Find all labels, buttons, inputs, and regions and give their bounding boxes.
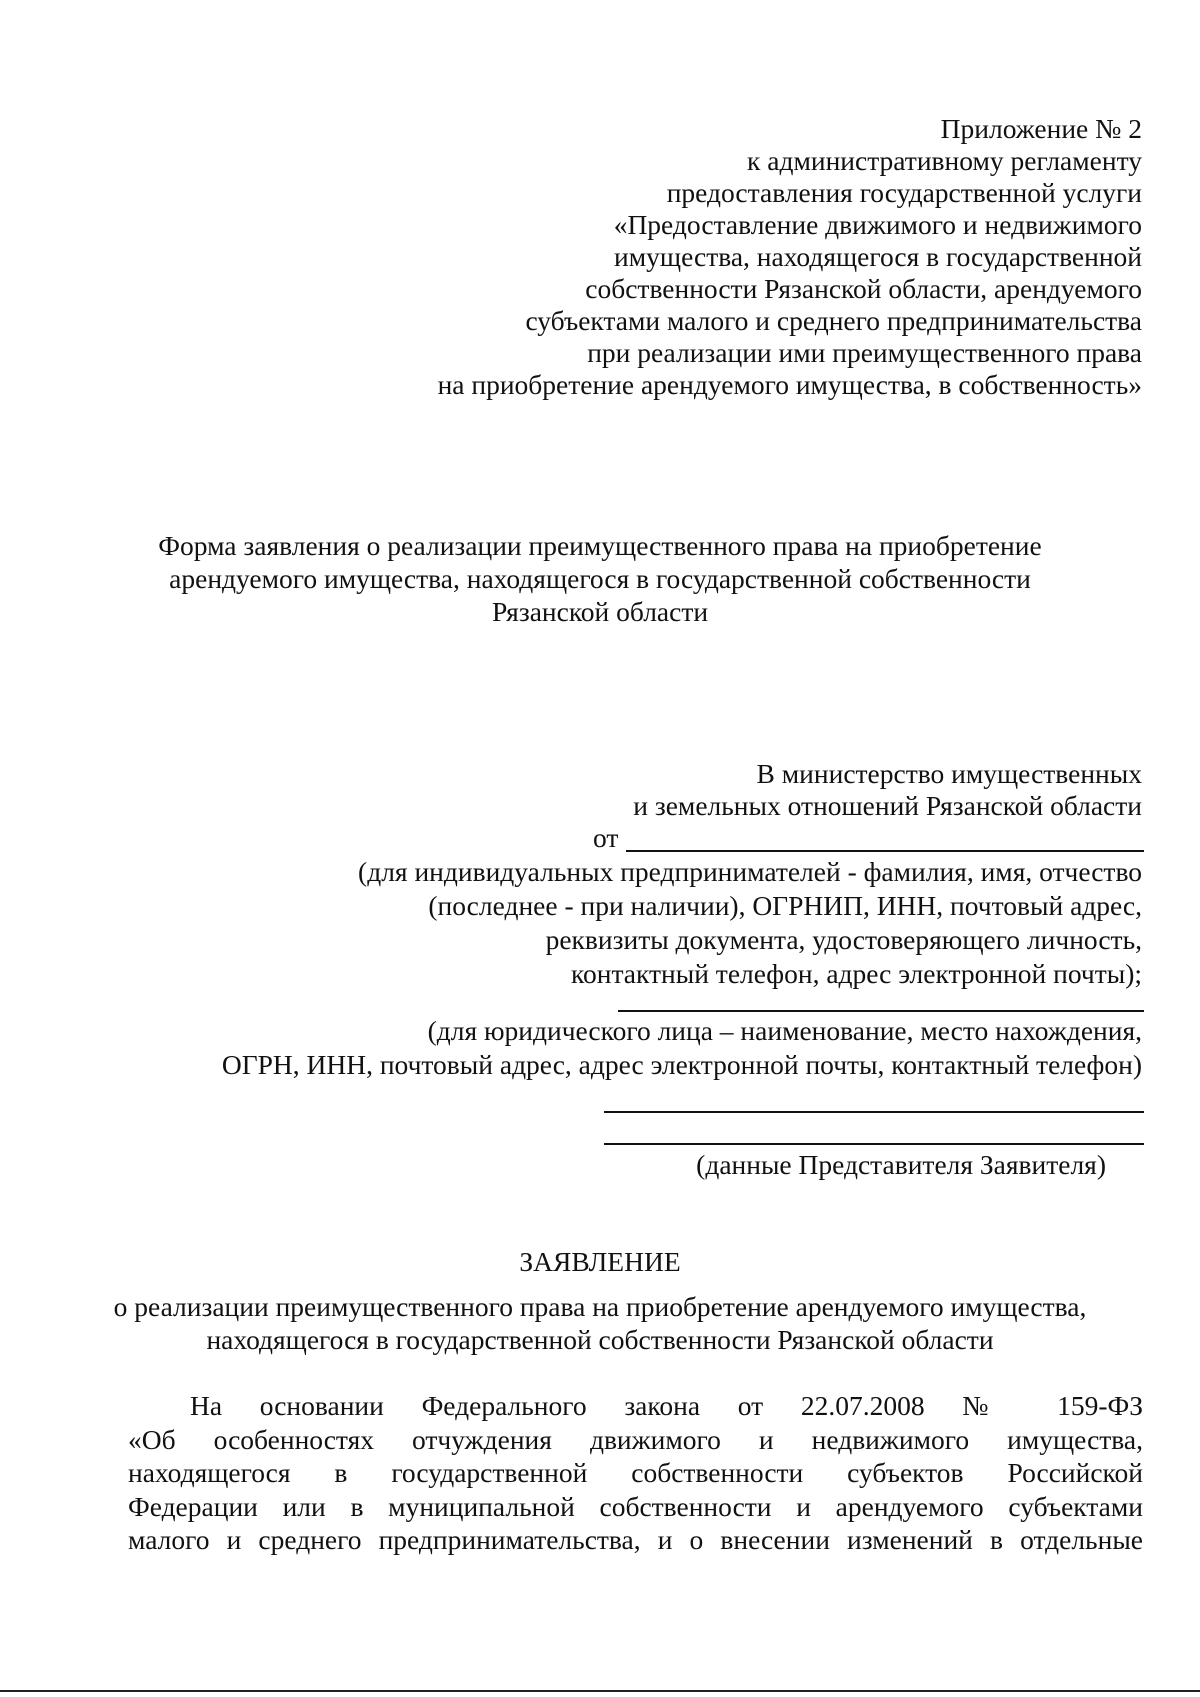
statement-heading: ЗАЯВЛЕНИЕ: [519, 1246, 681, 1277]
individual-note-line: (последнее - при наличии), ОГРНИП, ИНН, почтовый адрес,: [428, 890, 1142, 921]
addressee-ministry-line2: и земельных отношений Рязанской области: [633, 790, 1142, 821]
statement-body-line: малого и среднего предпринимательства, и о внесении изменений в отдельные: [128, 1524, 1143, 1555]
individual-note-line: (для индивидуальных предпринимателей - фамилия, имя, отчество: [358, 856, 1142, 887]
legal-entity-note-line: (для юридического лица – наименование, место нахождения,: [427, 1015, 1142, 1046]
representative-blank-line[interactable]: [604, 1111, 1144, 1113]
from-label: от: [593, 822, 619, 853]
appendix-line: при реализации ими преимущественного права: [587, 337, 1142, 368]
appendix-line: предоставления государственной услуги: [666, 177, 1142, 208]
representative-note: (данные Представителя Заявителя): [696, 1149, 1106, 1180]
form-title-line: Форма заявления о реализации преимущественного права на приобретение: [158, 530, 1042, 561]
form-title-line: арендуемого имущества, находящегося в государственной собственности: [169, 563, 1031, 594]
appendix-number: Приложение № 2: [940, 113, 1142, 144]
statement-body-line: находящегося в государственной собственности субъектов Российской: [128, 1457, 1143, 1488]
appendix-line: к административному регламенту: [747, 145, 1142, 176]
legal-entity-note-line: ОГРН, ИНН, почтовый адрес, адрес электронной почты, контактный телефон): [221, 1049, 1142, 1080]
statement-body-line: Федерации или в муниципальной собственности и арендуемого субъектами: [128, 1491, 1143, 1522]
form-title-line: Рязанской области: [491, 596, 709, 627]
individual-note-line: контактный телефон, адрес электронной почты);: [571, 958, 1142, 989]
statement-subheading-line: о реализации преимущественного права на приобретение арендуемого имущества,: [113, 1291, 1087, 1322]
statement-subheading-line: находящегося в государственной собственности Рязанской области: [206, 1324, 994, 1355]
statement-body-line: На основании Федерального закона от 22.07.2008 № 159-ФЗ: [190, 1390, 1143, 1421]
page-bottom-edge: [0, 1690, 1200, 1692]
appendix-line: имущества, находящегося в государственной: [614, 241, 1142, 272]
appendix-line: собственности Рязанской области, арендуемого: [585, 273, 1142, 304]
representative-blank-line[interactable]: [604, 1143, 1144, 1145]
from-blank-line[interactable]: [626, 850, 1144, 852]
appendix-line: «Предоставление движимого и недвижимого: [613, 209, 1142, 240]
appendix-line: субъектами малого и среднего предпринимательства: [525, 305, 1142, 336]
statement-body-line: «Об особенностях отчуждения движимого и недвижимого имущества,: [128, 1424, 1143, 1455]
individual-note-line: реквизиты документа, удостоверяющего личность,: [545, 924, 1142, 955]
addressee-ministry: В министерство имущественных: [756, 758, 1142, 789]
legal-entity-blank-line[interactable]: [618, 1010, 1144, 1012]
appendix-line: на приобретение арендуемого имущества, в собственность»: [437, 369, 1142, 400]
